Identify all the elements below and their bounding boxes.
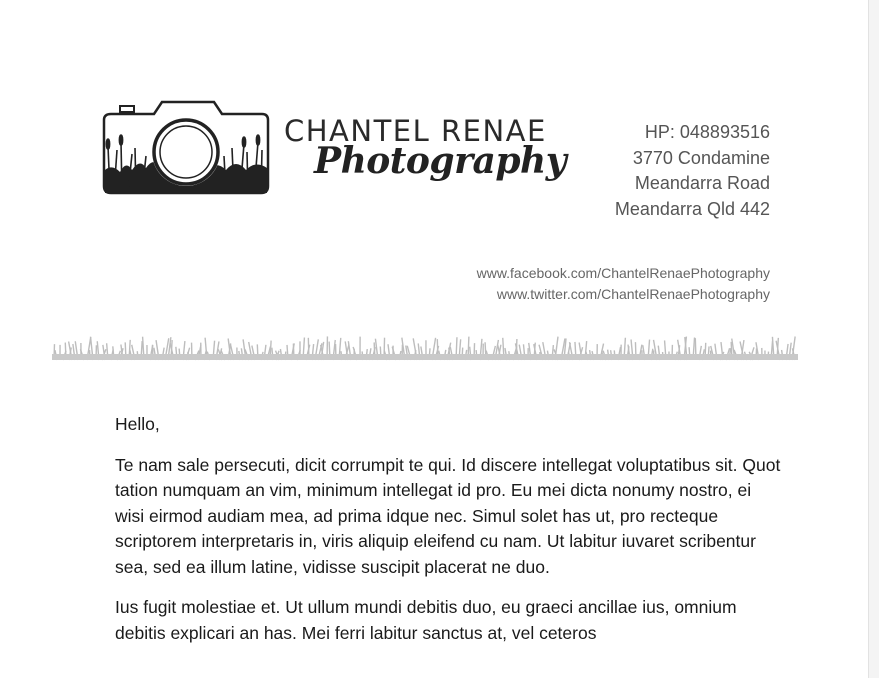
address-line: 3770 Condamine — [632, 147, 770, 168]
letter-paragraph: Te nam sale persecuti, dicit corrumpit te qui. Id discere intellegat voluptatibus sit. Quot tation numquam an vim, minimum intellegat id pro. Eu mei dicta nonumy nostro, ei wisi eirmod audiam mea, ad prima idque nec. Simul solet has ut, pro recteque scriptorem interpretaris in, viris aliquip eleifend cu nam. Ut labitur iuvaret scribentur sea, sed ea illum latine, vidisse suscipit placerat ne duo. — [115, 454, 781, 577]
contact-block — [615, 120, 770, 222]
address-line: Meandarra Qld 442 — [614, 198, 770, 219]
page-edge — [868, 0, 879, 678]
brand-name: CHANTEL RENAE — [284, 114, 547, 148]
twitter-link[interactable]: www.twitter.com/ChantelRenaePhotography — [496, 286, 770, 302]
phone-number: HP: 048893516 — [644, 122, 770, 142]
grass-divider-icon — [52, 332, 798, 366]
camera-with-grass-icon — [102, 98, 270, 196]
letter-greeting: Hello, — [115, 414, 160, 434]
facebook-link[interactable]: www.facebook.com/ChantelRenaePhotography — [476, 265, 770, 281]
letter-paragraph: Ius fugit molestiae et. Ut ullum mundi debitis duo, eu graeci ancillae ius, omnium debitis explicari an has. Mei ferri labitur sanctus at, vel ceteros — [115, 597, 737, 643]
brand-subtitle: Photography — [314, 140, 567, 182]
address-line: Meandarra Road — [634, 173, 770, 193]
social-links — [477, 263, 770, 305]
letter-body — [115, 412, 783, 661]
brand-logo — [102, 98, 577, 198]
